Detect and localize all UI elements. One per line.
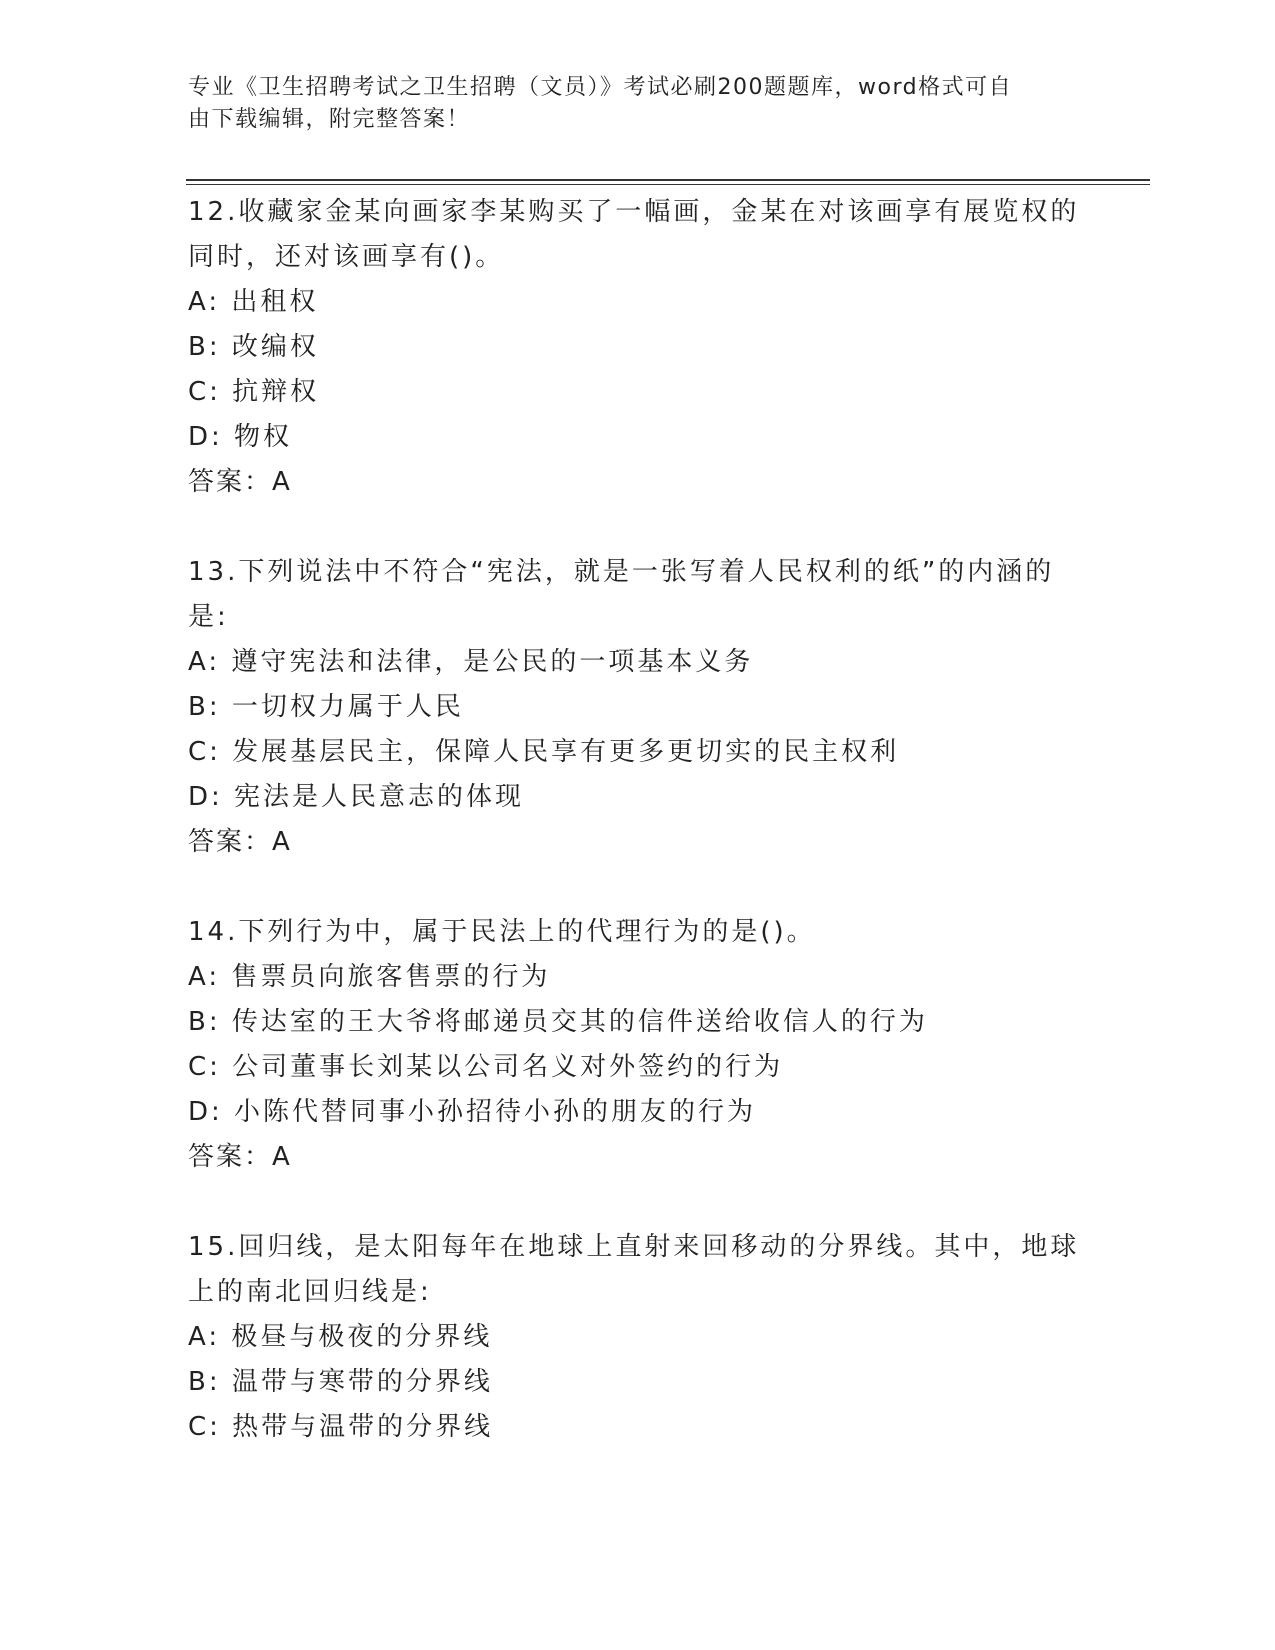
answer: 答案：A bbox=[188, 467, 292, 497]
option-a: A: 极昼与极夜的分界线 bbox=[188, 1322, 493, 1352]
header-divider bbox=[186, 179, 1150, 181]
question-stem: 是: bbox=[188, 602, 229, 632]
question-stem: 同时，还对该画享有()。 bbox=[188, 242, 505, 272]
question-stem: 12.收藏家金某向画家李某购买了一幅画，金某在对该画享有展览权的 bbox=[188, 197, 1080, 227]
option-b: B: 改编权 bbox=[188, 332, 319, 362]
option-d: D: 宪法是人民意志的体现 bbox=[188, 782, 525, 812]
option-c: C: 公司董事长刘某以公司名义对外签约的行为 bbox=[188, 1052, 784, 1082]
option-c: C: 发展基层民主，保障人民享有更多更切实的民主权利 bbox=[188, 737, 900, 767]
answer: 答案：A bbox=[188, 1142, 292, 1172]
option-b: B: 一切权力属于人民 bbox=[188, 692, 464, 722]
option-a: A: 售票员向旅客售票的行为 bbox=[188, 962, 551, 992]
answer: 答案：A bbox=[188, 827, 292, 857]
option-a: A: 遵守宪法和法律，是公民的一项基本义务 bbox=[188, 647, 754, 677]
document-header bbox=[188, 72, 1068, 136]
question-15 bbox=[188, 1225, 1088, 1450]
option-c: C: 抗辩权 bbox=[188, 377, 320, 407]
question-list bbox=[188, 190, 1088, 1450]
option-c: C: 热带与温带的分界线 bbox=[188, 1412, 494, 1442]
option-d: D: 小陈代替同事小孙招待小孙的朋友的行为 bbox=[188, 1097, 757, 1127]
question-stem: 15.回归线，是太阳每年在地球上直射来回移动的分界线。其中，地球 bbox=[188, 1232, 1080, 1262]
question-13 bbox=[188, 550, 1088, 865]
option-b: B: 传达室的王大爷将邮递员交其的信件送给收信人的行为 bbox=[188, 1007, 928, 1037]
question-stem: 上的南北回归线是: bbox=[188, 1277, 432, 1307]
header-line: 专业《卫生招聘考试之卫生招聘（文员）》考试必刷200题题库，word格式可自 bbox=[188, 75, 1013, 100]
question-stem: 14.下列行为中，属于民法上的代理行为的是()。 bbox=[188, 917, 816, 947]
option-d: D: 物权 bbox=[188, 422, 293, 452]
header-divider bbox=[186, 184, 1150, 185]
header-line: 由下载编辑，附完整答案！ bbox=[188, 107, 471, 132]
option-b: B: 温带与寒带的分界线 bbox=[188, 1367, 493, 1397]
option-a: A: 出租权 bbox=[188, 287, 319, 317]
question-14 bbox=[188, 910, 1088, 1180]
question-12 bbox=[188, 190, 1088, 505]
question-stem: 13.下列说法中不符合“宪法，就是一张写着人民权利的纸”的内涵的 bbox=[188, 557, 1055, 587]
